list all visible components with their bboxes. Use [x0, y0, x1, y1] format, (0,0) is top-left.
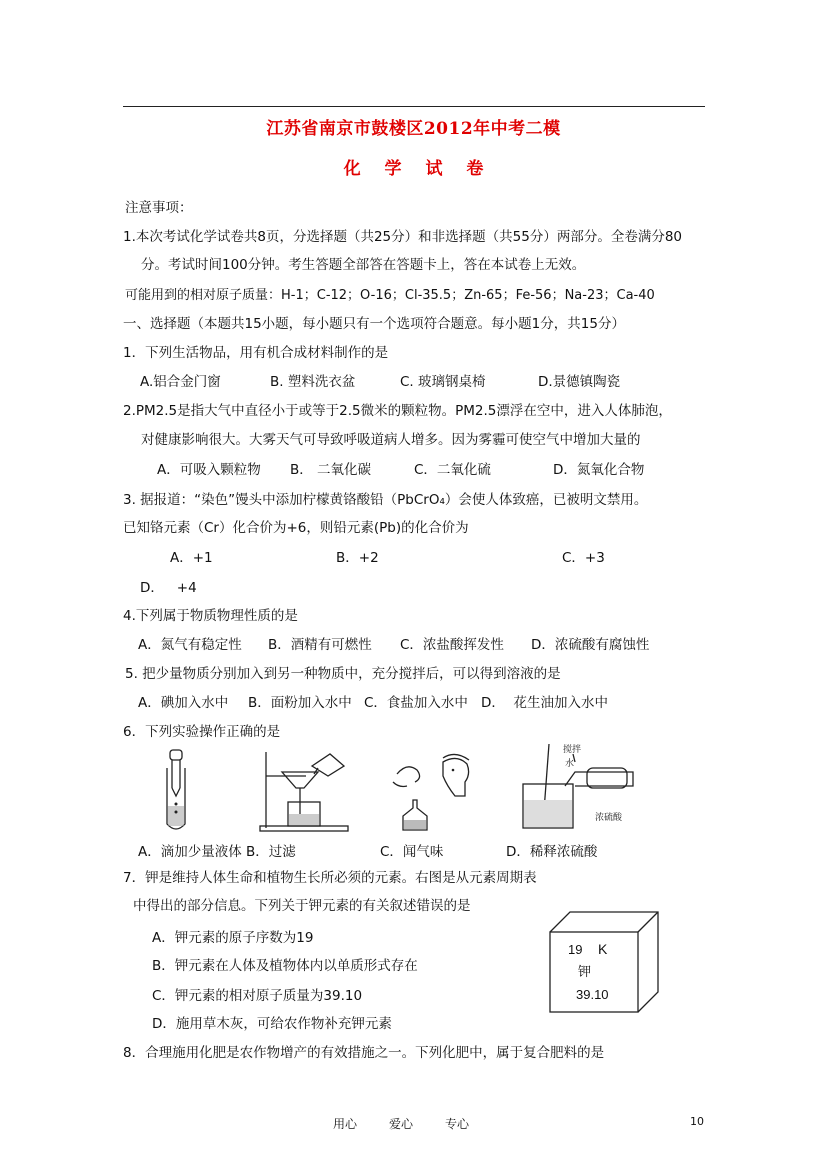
atomic-masses: 可能用到的相对原子质量：H-1；C-12；O-16；Cl-35.5；Zn-65；Fe-56；Na-23；Ca-40: [125, 288, 655, 303]
stir-label: 搅拌: [563, 745, 582, 755]
q6-option-c: C．闻气味: [380, 844, 444, 860]
question-3-stem-2: 已知铬元素（Cr）化合价为+6，则铅元素(Pb)的化合价为: [123, 520, 469, 536]
question-4-stem: 4.下列属于物质物理性质的是: [123, 608, 298, 624]
q2-option-d: D．氮氧化合物: [553, 462, 645, 478]
q1-option-d: D.景德镇陶瓷: [538, 374, 621, 390]
q4-option-d: D．浓硫酸有腐蚀性: [531, 637, 650, 653]
q3-option-c: C．+3: [562, 550, 605, 566]
element-symbol: K: [598, 941, 608, 957]
element-name: 钾: [578, 964, 592, 979]
q6-option-b: B．过滤: [246, 844, 296, 860]
question-2-stem-1: 2.PM2.5是指大气中直径小于或等于2.5微米的颗粒物。PM2.5漂浮在空中，进入人体肺泡，: [123, 403, 672, 419]
q1-option-b: B. 塑料洗衣盆: [270, 374, 356, 390]
q7-option-a: A．钾元素的原子序数为19: [152, 930, 314, 946]
atomic-mass: 39.10: [576, 987, 609, 1002]
atomic-number: 19: [568, 942, 583, 957]
notice-heading: 注意事项：: [125, 200, 193, 216]
q5-option-b: B．面粉加入水中: [248, 695, 352, 711]
q2-option-a: A．可吸入颗粒物: [157, 462, 261, 478]
question-8-stem: 8．合理施用化肥是农作物增产的有效措施之一。下列化肥中，属于复合肥料的是: [123, 1045, 605, 1061]
exam-subtitle: 化 学 试 卷: [343, 159, 484, 179]
smelling-gas-figure: [385, 752, 475, 832]
q6-option-d: D．稀释浓硫酸: [506, 844, 598, 860]
q4-option-a: A．氮气有稳定性: [138, 637, 242, 653]
q2-option-c: C．二氧化硫: [414, 462, 491, 478]
q7-option-c: C．钾元素的相对原子质量为39.10: [152, 988, 363, 1004]
acid-label: 浓硫酸: [595, 813, 623, 823]
filtration-figure: [258, 748, 353, 834]
page-number: 10: [690, 1115, 704, 1128]
question-5-stem: 5. 把少量物质分别加入到另一种物质中，充分搅拌后，可以得到溶液的是: [125, 666, 561, 682]
section-heading: 一、选择题（本题共15小题，每小题只有一个选项符合题意。每小题1分，共15分）: [123, 316, 625, 332]
q3-option-d: D． +4: [140, 580, 197, 596]
question-2-stem-2: 对健康影响很大。大雾天气可导致呼吸道病人增多。因为雾霾可使空气中增加大量的: [141, 432, 641, 448]
q7-option-d: D．施用草木灰，可给农作物补充钾元素: [152, 1016, 392, 1032]
question-7-stem-2: 中得出的部分信息。下列关于钾元素的有关叙述错误的是: [133, 898, 471, 914]
header-rule: [123, 106, 705, 107]
question-3-stem-1: 3. 据报道：“染色”馒头中添加柠檬黄铬酸铅（PbCrO₄）会使人体致癌，已被明文禁用。: [123, 492, 648, 508]
q7-option-b: B．钾元素在人体及植物体内以单质形式存在: [152, 958, 418, 974]
dropper-test-tube-figure: [155, 748, 200, 834]
q1-option-a: A.铝合金门窗: [140, 374, 221, 390]
q5-option-c: C．食盐加入水中: [364, 695, 468, 711]
question-1-stem: 1．下列生活物品，用有机合成材料制作的是: [123, 345, 389, 361]
question-7-stem-1: 7．钾是维持人体生命和植物生长所必须的元素。右图是从元素周期表: [123, 870, 537, 886]
q6-option-a: A．滴加少量液体: [138, 844, 242, 860]
exam-title: 江苏省南京市鼓楼区2012年中考二模: [266, 119, 561, 139]
q4-option-c: C．浓盐酸挥发性: [400, 637, 504, 653]
q2-option-b: B． 二氧化碳: [290, 462, 372, 478]
footer-item-1: 用心: [333, 1117, 358, 1131]
footer-item-2: 爱心: [389, 1117, 414, 1131]
potassium-element-tile: [548, 910, 660, 1014]
dilute-acid-figure: [515, 742, 650, 834]
q3-option-a: A．+1: [170, 550, 213, 566]
notice-line-2: 分。考试时间100分钟。考生答题全部答在答题卡上，答在本试卷上无效。: [141, 257, 586, 273]
water-label: 水: [565, 759, 575, 769]
footer-item-3: 专心: [445, 1117, 470, 1131]
q1-option-c: C. 玻璃钢桌椅: [400, 374, 486, 390]
q5-option-d: D． 花生油加入水中: [481, 695, 608, 711]
q3-option-b: B．+2: [336, 550, 379, 566]
q4-option-b: B．酒精有可燃性: [268, 637, 372, 653]
question-6-stem: 6．下列实验操作正确的是: [123, 724, 281, 740]
q5-option-a: A．碘加入水中: [138, 695, 229, 711]
notice-line-1: 1.本次考试化学试卷共8页，分选择题（共25分）和非选择题（共55分）两部分。全卷满分80: [123, 229, 683, 245]
